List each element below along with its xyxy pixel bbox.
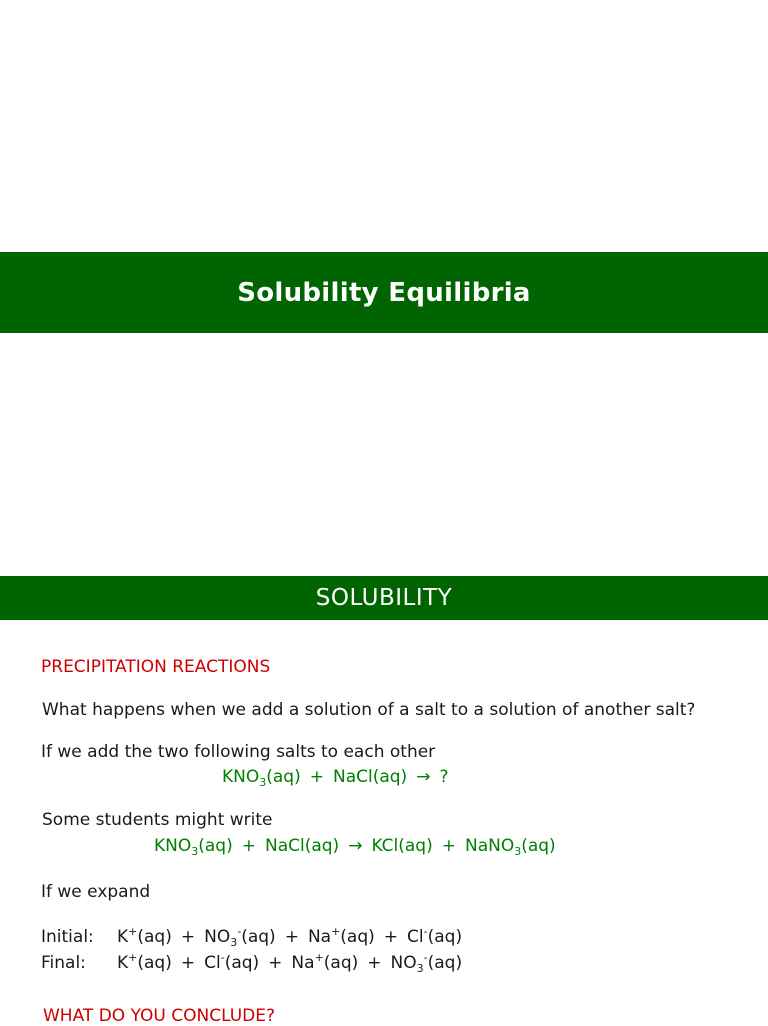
precipitation-heading: PRECIPITATION REACTIONS <box>41 657 271 677</box>
question-text: What happens when we add a solution of a salt to a solution of another salt? <box>42 700 696 720</box>
section-header: SOLUBILITY <box>315 585 453 611</box>
slide-title: Solubility Equilibria <box>237 277 531 308</box>
expand-text: If we expand <box>41 882 151 902</box>
equation-1: $KNO_3(aq)$ + NaCl(aq) → ? <box>222 767 449 789</box>
final-ions: Final: $K^+(aq) + Cl^-(aq) + Na^+(aq) + NO_3^-(aq)$ <box>41 951 463 975</box>
intro-text: If we add the two following salts to each other <box>41 742 436 762</box>
equation-2: $KNO_3(aq)$ + NaCl(aq) → KCl(aq) + NaNO$_3$(aq) <box>154 836 556 858</box>
students-text: Some students might write <box>42 810 273 830</box>
slide-title-band <box>0 252 768 333</box>
initial-ions: Initial: $K^+(aq) + NO_3^-(aq) + Na^+(aq) + Cl^-(aq)$ <box>41 925 463 949</box>
section-header-band <box>0 576 768 620</box>
conclude-heading: WHAT DO YOU CONCLUDE? <box>43 1006 276 1026</box>
